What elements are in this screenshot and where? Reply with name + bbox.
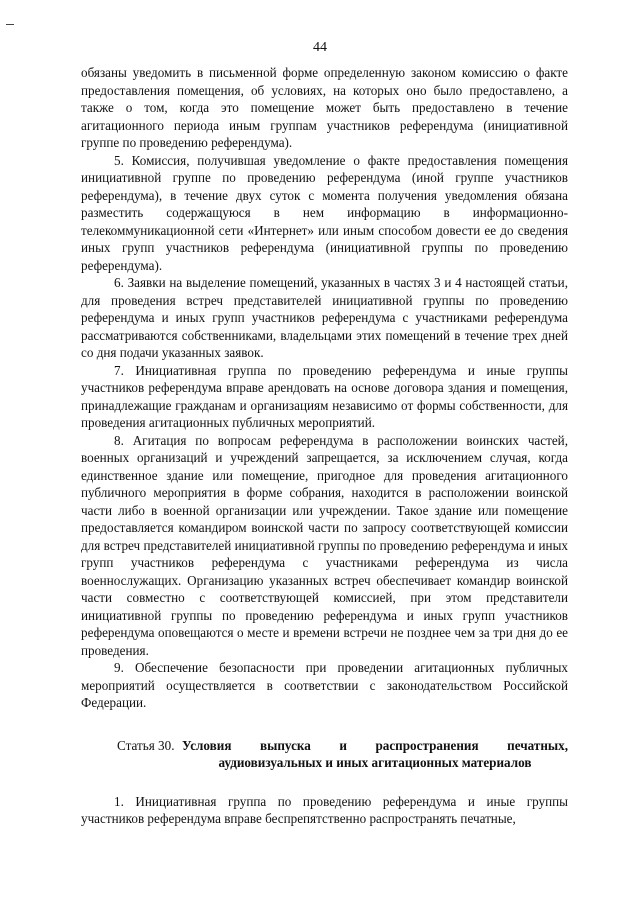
paragraph-7: 7. Инициативная группа по проведению референдума и иные группы участников референдума вправе арендовать на основе договора здания и помещения, принадлежащие гражданам и организациям независимо от формы собственности, для проведения агитационных публичных мероприятий. <box>81 362 568 430</box>
paragraph-8: 8. Агитация по вопросам референдума в расположении воинских частей, военных организаций и учреждений запрещается, за исключением случая, когда единственное здание или помещение, пригодное для проведения агитационного публичного мероприятия в форме собрания, находится в расположении воинской части либо в военной организации или учреждении. Такое здание или помещение предоставляется командиром воинской части по запросу соответствующей комиссии для встреч представителей инициативной группы по проведению референдума и иных групп участников референдума с участниками референдума из числа военнослужащих. Организацию указанных встреч обеспечивает командир воинской части совместно с соответствующей комиссией, при этом представители инициативной группы по проведению референдума и иных групп участников референдума оповещаются о месте и времени встречи не позднее чем за три дня до ее проведения. <box>81 432 568 658</box>
page-number: 44 <box>313 40 327 55</box>
heading-spacer <box>81 772 568 793</box>
page-edge-mark <box>6 24 14 25</box>
article-heading <box>81 737 568 772</box>
article-title: Условия выпуска и распространения печатных, аудиовизуальных и иных агитационных материалов <box>182 737 568 770</box>
paragraph-9: 9. Обеспечение безопасности при проведении агитационных публичных мероприятий осуществляется в соответствии с законодательством Российской Федерации. <box>81 660 568 710</box>
paragraph-5: 5. Комиссия, получившая уведомление о факте предоставления помещения инициативной группе по проведению референдума (иной группе участников референдума), в течение двух суток с момента получения уведомления обязана разместить содержащуюся в нем информацию в информационно-телекоммуникационной сети «Интернет» или иным способом довести ее до сведения иных групп участников референдума (инициативной группы по проведению референдума). <box>81 152 568 273</box>
paragraph-continuation: обязаны уведомить в письменной форме определенную законом комиссию о факте предоставления помещения, об условиях, на которых оно было предоставлено, а также о том, когда это помещение может быть предоставлено в течение агитационного периода иным группам участников референдума (инициативной группе по проведению референдума). <box>81 65 568 150</box>
article-number: Статья 30. <box>117 737 175 753</box>
paragraph-6: 6. Заявки на выделение помещений, указанных в частях 3 и 4 настоящей статьи, для проведения встреч представителей инициативной группы по проведению референдума и иных групп участников референдума с участниками референдума рассматриваются собственниками, владельцами этих помещений в течение трех дней со дня подачи указанных заявок. <box>81 275 568 360</box>
section-spacer <box>81 712 568 737</box>
document-body <box>81 64 568 828</box>
article-paragraph-1: 1. Инициативная группа по проведению референдума и иные группы участников референдума вправе беспрепятственно распространять печатные, <box>81 793 568 826</box>
